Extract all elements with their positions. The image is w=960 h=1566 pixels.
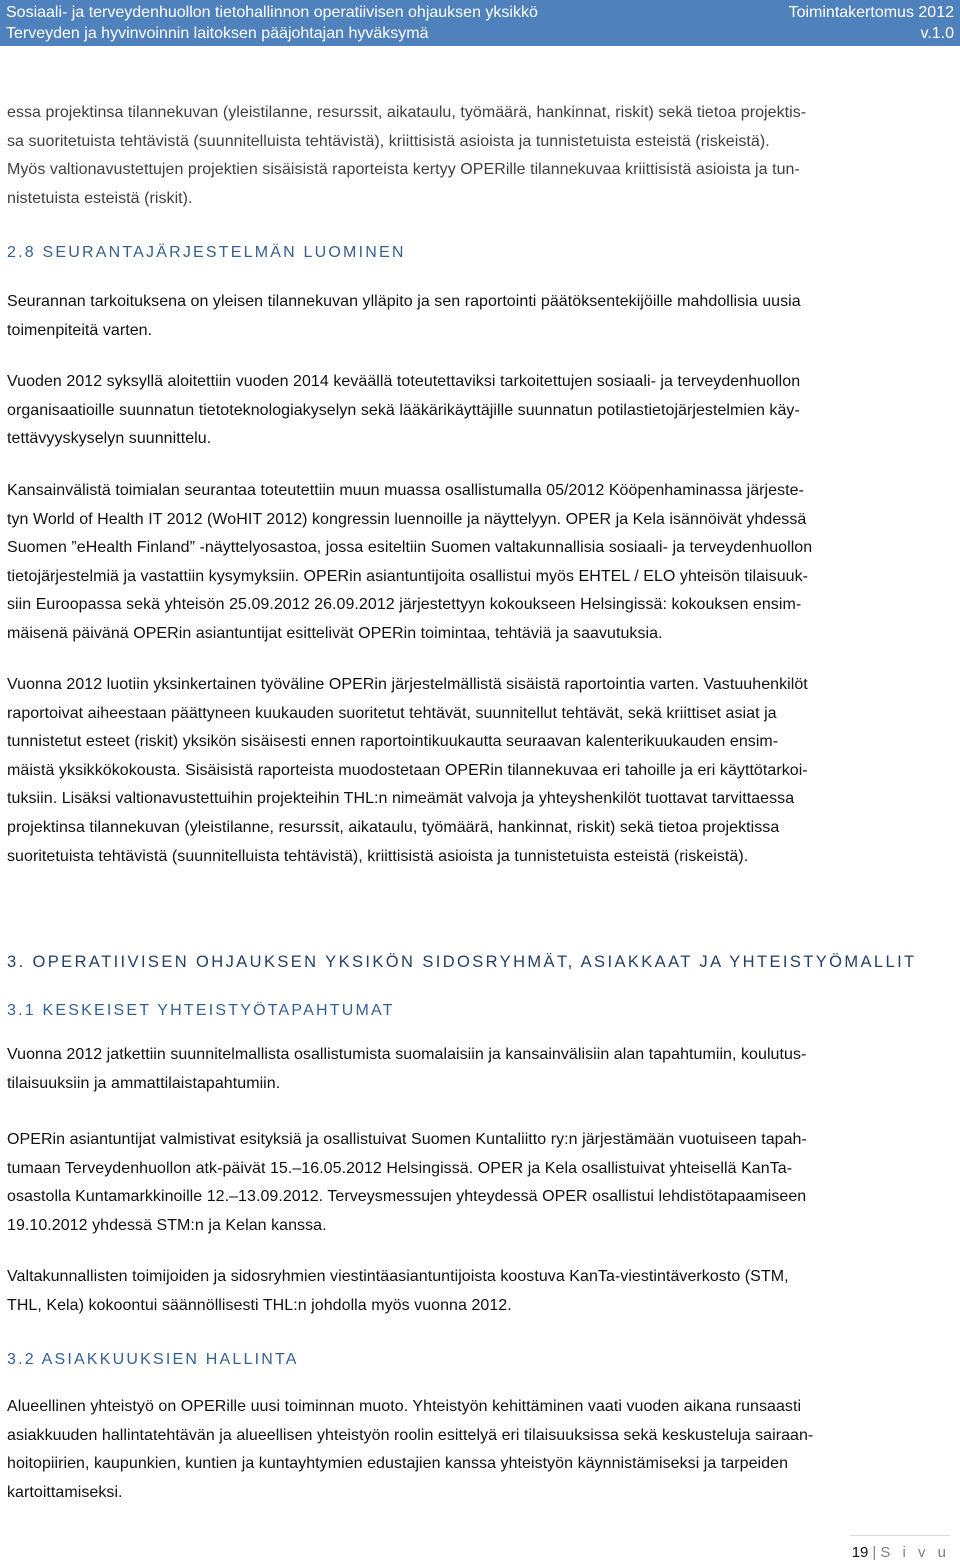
text-line: THL, Kela) kokoontui säännöllisesti THL:n johdolla myös vuonna 2012. [7, 1296, 512, 1314]
text-line: hoitopiirien, kaupunkien, kuntien ja kuntayhtymien edustajien kanssa yhteistyön käynnistämiseksi ja tarpeiden [7, 1455, 789, 1473]
text-line: essa projektinsa tilannekuvan (yleistilanne, resurssit, aikataulu, työmäärä, hankinnat, riskit) sekä tietoa projektis- [7, 104, 807, 121]
text-line: siin Euroopassa sekä yhteisön 25.09.2012 26.09.2012 järjestettyyn kokoukseen Helsingissä: kokouksen ensim- [7, 596, 802, 614]
paragraph-kansainvalinen [7, 477, 812, 649]
text-line: osastolla Kuntamarkkinoille 12.–13.09.2012. Terveysmessujen yhteydessä OPER osallistui lehdistötapaamiseen [7, 1188, 807, 1206]
page-label: S i v u [880, 1544, 950, 1561]
text-line: Vuonna 2012 luotiin yksinkertainen työväline OPERin järjestelmällistä sisäistä raportointia varten. Vastuuhenkilöt [7, 676, 808, 693]
paragraph-tapahtumat [7, 1041, 806, 1098]
text-line: raportoivat aiheestaan päättyneen kuukauden suoritetut tehtävät, suunnitellut tehtävät, sekä kriittiset asiat ja [7, 704, 777, 722]
text-line: suoritetuista tehtävistä (suunnitelluista tehtävistä), kriittisistä asioista ja tunnistetuista esteistä (riskeistä). [7, 847, 749, 865]
text-line: tilaisuuksiin ja ammattilaistapahtumiin. [7, 1074, 281, 1092]
header-version: v.1.0 [920, 25, 954, 42]
section-heading-3-2: 3.2 ASIAKKUUKSIEN HALLINTA [7, 1351, 299, 1368]
paragraph-alueellinen [7, 1393, 813, 1507]
text-line: Myös valtionavustettujen projektien sisäisistä raporteista kertyy OPERille tilannekuvaa kriittisistä asioista ja tun- [7, 161, 800, 179]
text-line: tuksiin. Lisäksi valtionavustettuihin projekteihin THL:n nimeämät valvoja ja yhteyshenkilöt tuottavat tarvittaessa [7, 790, 795, 808]
text-line: Seurannan tarkoituksena on yleisen tilannekuvan ylläpito ja sen raportointi päätöksentekijöille mahdollisia uusia [7, 293, 801, 310]
text-line: nistetuista esteistä (riskit). [7, 189, 193, 207]
paragraph-seuranta [7, 288, 801, 345]
paragraph-esitykset [7, 1126, 807, 1240]
text-line: Valtakunnallisten toimijoiden ja sidosryhmien viestintäasiantuntijoista koostuva KanTa-viestintäverkosto (STM, [7, 1268, 789, 1285]
text-line: tunnistetut esteet (riskit) yksikön sisäisesti ennen raportointikuukautta seuraavan kalenterikuukauden ensim- [7, 733, 779, 751]
paragraph-kyselyt [7, 368, 800, 454]
text-line: asiakkuuden hallintatehtävän ja alueellisen yhteistyön roolin esittelyä eri tilaisuuksissa sekä keskusteluja sairaan- [7, 1426, 814, 1444]
page-number: 19 [851, 1544, 869, 1561]
text-line: Alueellinen yhteistyö on OPERille uusi toiminnan muoto. Yhteistyön kehittäminen vaati vuoden aikana runsaasti [7, 1398, 802, 1415]
text-line: mäisenä päivänä OPERin asiantuntijat esittelivät OPERin toimintaa, tehtäviä ja saavutuksia. [7, 624, 663, 642]
footer-rule [850, 1535, 950, 1536]
header-doc-title: Toimintakertomus 2012 [788, 4, 954, 21]
text-line: 19.10.2012 yhdessä STM:n ja Kelan kanssa. [7, 1216, 327, 1234]
page-footer [852, 1544, 950, 1561]
text-line: Vuonna 2012 jatkettiin suunnitelmallista osallistumista suomalaisiin ja kansainvälisiin alan tapahtumiin, koulutus- [7, 1046, 807, 1063]
header-left [6, 2, 538, 44]
paragraph-viestintaverkosto [7, 1263, 789, 1320]
text-line: Kansainvälistä toimialan seurantaa toteutettiin muun muassa osallistumalla 05/2012 Kööpenhaminassa järjeste- [7, 482, 804, 499]
section-heading-3-1: 3.1 KESKEISET YHTEISTYÖTAPAHTUMAT [7, 1002, 395, 1019]
text-line: tettävyyskyselyn suunnittelu. [7, 430, 212, 448]
header-right [789, 2, 954, 44]
text-line: kartoittamiseksi. [7, 1483, 123, 1501]
text-line: mäistä yksikkökokousta. Sisäisistä raporteista muodostetaan OPERin tilannekuvaa eri tahoille ja eri käyttötarkoi- [7, 761, 808, 779]
text-line: projektinsa tilannekuvan (yleistilanne, resurssit, aikataulu, työmäärä, hankinnat, riskit) sekä tietoa projektissa [7, 818, 780, 836]
text-line: tumaan Terveydenhuollon atk-päivät 15.–16.05.2012 Helsingissä. OPER ja Kela osallistuivat yhteisellä KanTa- [7, 1159, 793, 1177]
text-line: sa suoritetuista tehtävistä (suunnitelluista tehtävistä), kriittisistä asioista ja tunnistetuista esteistä (riskeistä). [7, 132, 770, 150]
paragraph-raportointi [7, 671, 808, 871]
footer-separator: | [872, 1544, 877, 1561]
text-line: organisaatioille suunnatun tietoteknologiakyselyn sekä lääkärikäyttäjille suunnatun potilastietojärjestelmien käy- [7, 401, 800, 419]
text-line: tietojärjestelmiä ja vastattiin kysymyksiin. OPERin asiantuntijoita osallistui myös EHTEL / ELO yhteisön tilaisuuk- [7, 567, 809, 585]
section-heading-2-8: 2.8 SEURANTAJÄRJESTELMÄN LUOMINEN [7, 244, 406, 261]
page-header [0, 0, 960, 46]
text-line: toimenpiteitä varten. [7, 321, 153, 339]
text-line: Vuoden 2012 syksyllä aloitettiin vuoden 2014 keväällä toteutettaviksi tarkoitettujen sosiaali- ja terveydenhuollon [7, 373, 801, 390]
header-approval: Terveyden ja hyvinvoinnin laitoksen pääjohtajan hyväksymä [6, 25, 429, 42]
header-unit-name: Sosiaali- ja terveydenhuollon tietohallinnon operatiivisen ohjauksen yksikkö [6, 4, 538, 21]
text-line: tyn World of Health IT 2012 (WoHIT 2012) kongressin luennoille ja näyttelyyn. OPER ja Kela isännöivät yhdessä [7, 510, 807, 528]
chapter-heading-3: 3. OPERATIIVISEN OHJAUKSEN YKSIKÖN SIDOSRYHMÄT, ASIAKKAAT JA YHTEISTYÖMALLIT [7, 953, 917, 971]
text-line: Suomen ”eHealth Finland” -näyttelyosastoa, jossa esiteltiin Suomen valtakunnallisia sosiaali- ja terveydenhuollon [7, 539, 813, 557]
paragraph-continued [7, 99, 806, 213]
text-line: OPERin asiantuntijat valmistivat esityksiä ja osallistuivat Suomen Kuntaliitto ry:n järjestämään vuotuiseen tapah- [7, 1131, 807, 1148]
